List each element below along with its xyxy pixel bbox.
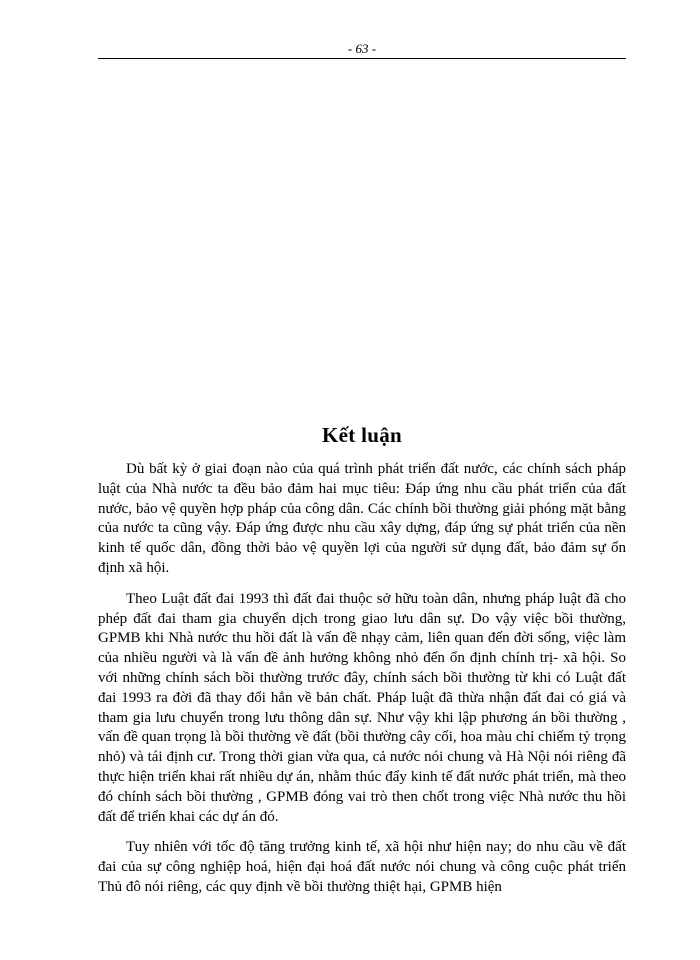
page-number: - 63 -: [347, 41, 377, 56]
paragraph-2: Theo Luật đất đai 1993 thì đất đai thuộc sở hữu toàn dân, nhưng pháp luật đã cho phép đất đai tham gia chuyển dịch trong giao lưu dân sự. Do vậy việc bồi thường, GPMB khi Nhà nước thu hồi đất là vấn đề nhạy cảm, liên quan đến đời sống, việc làm của nhiều người và là vấn đề ảnh hưởng không nhỏ đến ổn định chính trị- xã hội. So với những chính sách bồi thường trước đây, chính sách bồi thường từ khi có Luật đất đai 1993 ra đời đã thay đổi hẳn về bản chất. Pháp luật đã thừa nhận đất đai có giá và tham gia lưu chuyển trong lưu thông dân sự. Như vậy khi lập phương án bồi thường , vấn đề quan trọng là bồi thường về đất (bồi thường cây cối, hoa màu chỉ chiếm tỷ trọng nhỏ) và tái định cư. Trong thời gian vừa qua, cả nước nói chung và Hà Nội nói riêng đã thực hiện triển khai rất nhiều dự án, nhằm thúc đẩy kinh tế đất nước phát triển, mà theo đó chính sách bồi thường , GPMB đóng vai trò then chốt trong việc Nhà nước thu hồi đất để triển khai các dự án đó.: [98, 590, 626, 825]
document-body: [98, 422, 626, 909]
paragraph-1: Dù bất kỳ ở giai đoạn nào của quá trình phát triển đất nước, các chính sách pháp luật của Nhà nước ta đều bảo đảm hai mục tiêu: Đáp ứng nhu cầu phát triển của đất nước, bảo vệ quyền hợp pháp của công dân. Các chính bồi thường giải phóng mặt bằng của nước ta cũng vậy. Đáp ứng được nhu cầu xây dựng, đáp ứng sự phát triển của nền kinh tế quốc dân, đồng thời bảo vệ quyền lợi của người sử dụng đất, bảo đảm sự ổn định xã hội.: [98, 461, 626, 576]
paragraph-3: Tuy nhiên với tốc độ tăng trưởng kinh tế, xã hội như hiện nay; do nhu cầu về đất đai của sự công nghiệp hoá, hiện đại hoá đất nước nói chung và công cuộc phát triển Thủ đô nói riêng, các quy định về bồi thường thiệt hại, GPMB hiện: [98, 839, 626, 895]
page-header: [98, 40, 626, 59]
section-title: Kết luận: [322, 423, 402, 447]
